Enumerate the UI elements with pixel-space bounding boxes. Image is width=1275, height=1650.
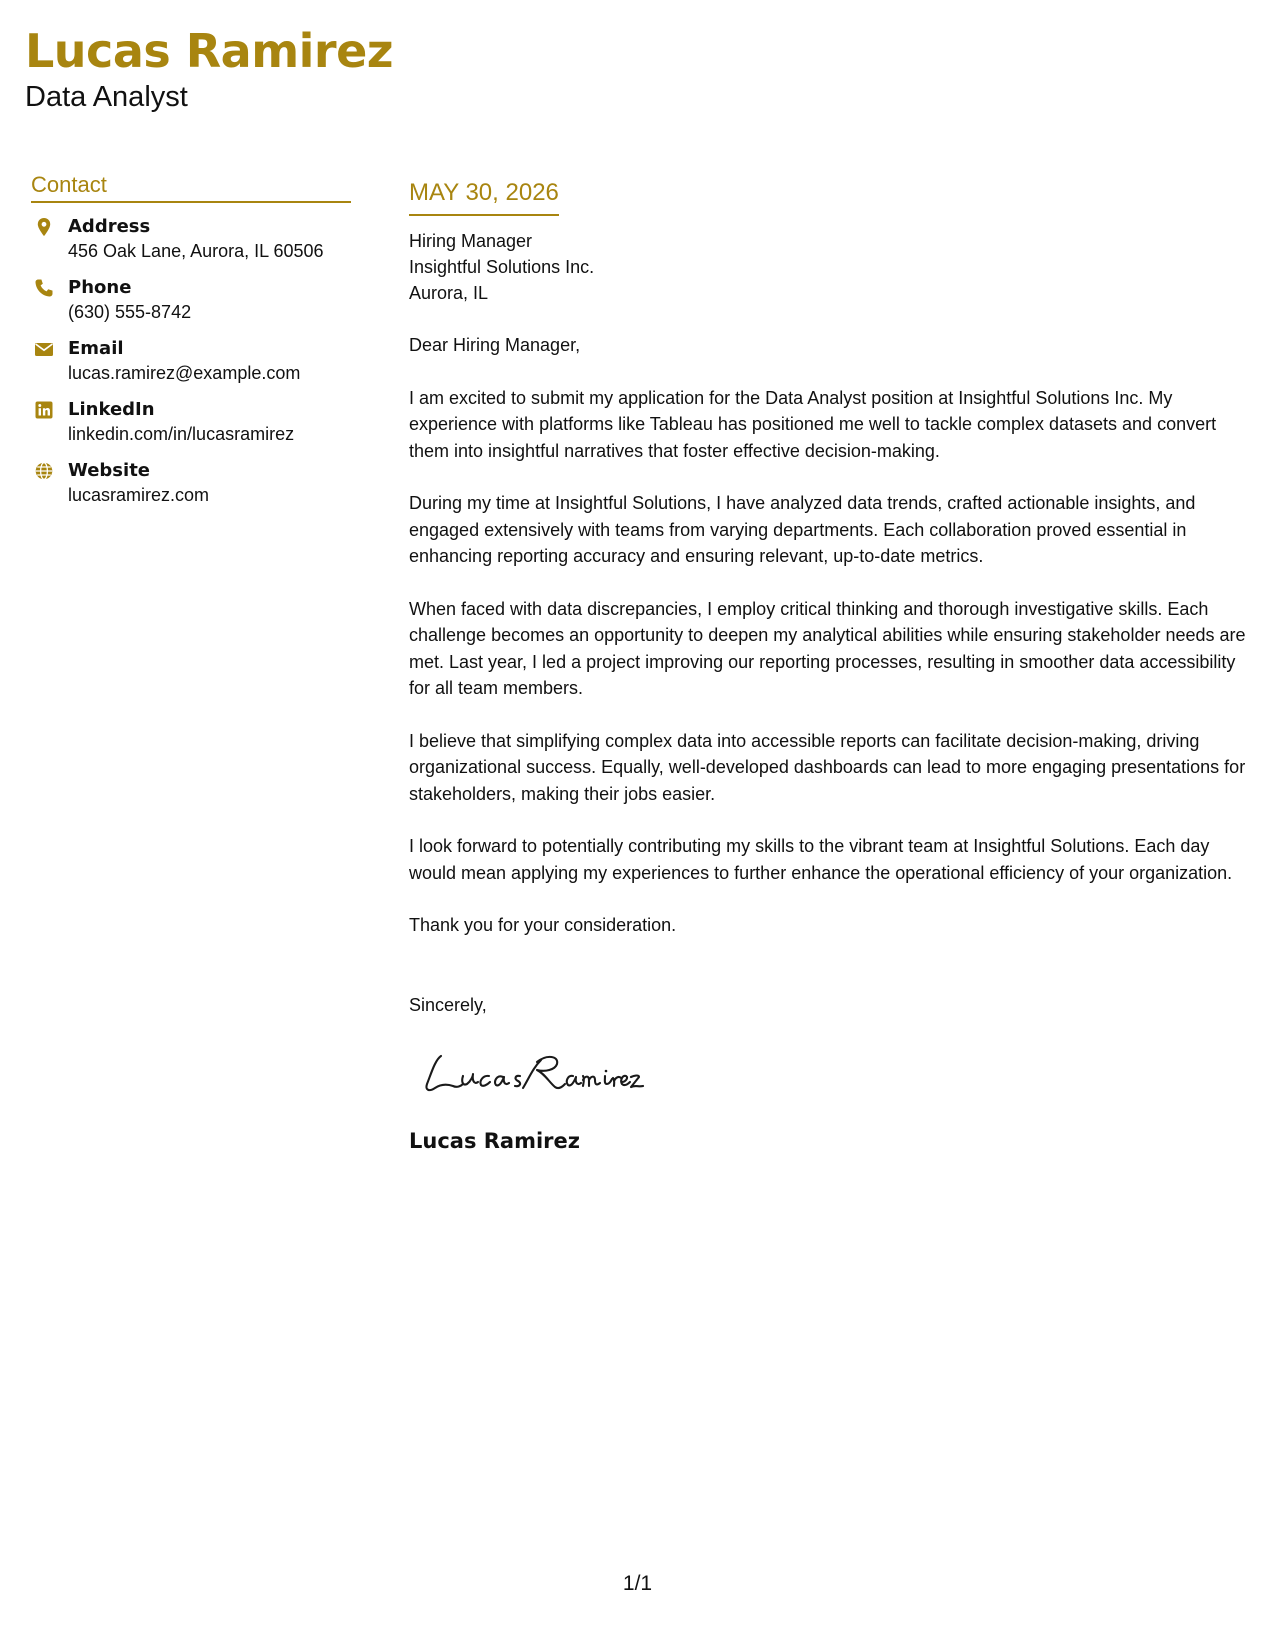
contact-item-website [31,459,351,508]
globe-icon [34,461,54,481]
contact-label: Phone [68,277,132,298]
contact-label: Email [68,338,124,359]
letter-body [409,178,1254,1154]
body-paragraph: During my time at Insightful Solutions, I have analyzed data trends, crafted actionable insights, and engaged extensively with teams from varying departments. Each collaboration proved essential in enhancing reporting accuracy and ensuring relevant, up-to-date metrics. [409,493,1196,566]
applicant-title: Data Analyst [25,81,188,113]
contact-item-email [31,337,351,386]
contact-heading: Contact [31,172,351,203]
handwritten-signature [419,1044,649,1104]
recipient-line: Hiring Manager [409,231,533,251]
recipient-line: Aurora, IL [409,283,489,303]
website-link[interactable]: lucasramirez.com [68,485,210,505]
letter-header [25,22,393,114]
contact-item-address [31,215,351,264]
contact-sidebar [31,172,351,508]
signer-name: Lucas Ramirez [409,1128,581,1153]
body-paragraph: I am excited to submit my application for the Data Analyst position at Insightful Solutions Inc. My experience with platforms like Tableau has positioned me well to tackle complex datasets and convert them into insightful narratives that foster effective decision-making. [409,387,1217,461]
body-paragraph: I believe that simplifying complex data into accessible reports can facilitate decision-making, driving organizational success. Equally, well-developed dashboards can lead to more engaging presentations for stakeholders, making their jobs easier. [409,730,1246,804]
body-paragraph: When faced with data discrepancies, I employ critical thinking and thorough investigative skills. Each challenge becomes an opportunity to deepen my analytical abilities while ensuring stakeholder needs are met. Last year, I led a project improving our reporting processes, resulting in smoother data accessibility for all team members. [409,598,1246,698]
envelope-icon [34,339,54,359]
letter-date: MAY 30, 2026 [409,178,559,216]
contact-label: Address [68,216,151,237]
contact-label: Website [68,460,151,481]
phone-icon [34,278,54,298]
salutation: Dear Hiring Manager, [409,335,581,355]
contact-label: LinkedIn [68,399,155,420]
phone-value: (630) 555-8742 [68,302,192,322]
recipient-line: Insightful Solutions Inc. [409,257,595,277]
contact-item-phone [31,276,351,325]
body-paragraph: I look forward to potentially contributing my skills to the vibrant team at Insightful Solutions. Each day would mean applying my experiences to further enhance the operational efficiency of your organization. [409,836,1233,883]
recipient-block [409,228,1254,306]
page-number: 1/1 [622,1572,653,1595]
contact-item-linkedin [31,398,351,447]
applicant-name: Lucas Ramirez [25,24,394,78]
linkedin-icon [34,400,54,420]
linkedin-link[interactable]: linkedin.com/in/lucasramirez [68,424,295,444]
map-pin-icon [34,217,54,237]
address-value: 456 Oak Lane, Aurora, IL 60506 [68,241,324,261]
closing: Sincerely, [409,994,487,1015]
email-link[interactable]: lucas.ramirez@example.com [68,363,301,383]
body-paragraph: Thank you for your consideration. [409,915,677,935]
